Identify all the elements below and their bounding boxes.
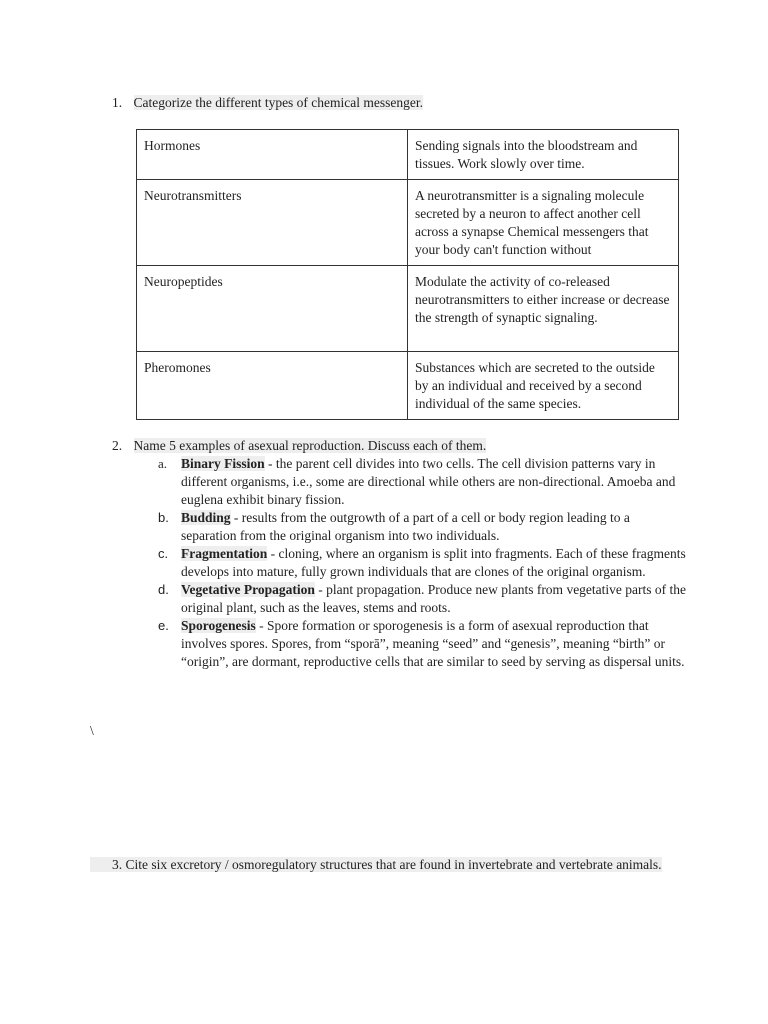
question-1	[112, 94, 423, 112]
table-row	[137, 266, 679, 352]
table-cell-desc: A neurotransmitter is a signaling molecule secreted by a neuron to affect another cell across a synapse Chemical messengers that your body can't function without	[408, 180, 679, 266]
list-item-term: Vegetative Propagation	[181, 582, 315, 597]
list-item	[136, 581, 686, 617]
list-item-term: Budding	[181, 510, 231, 525]
question-2-number: 2.	[112, 438, 123, 453]
question-3-text: 3. Cite six excretory / osmoregulatory structures that are found in invertebrate and vertebrate animals.	[90, 857, 662, 872]
list-item-text: - plant propagation. Produce new plants from vegetative parts of the original plant, such as the leaves, stems and roots.	[181, 582, 687, 615]
table-row	[137, 352, 679, 420]
list-item-marker: c.	[158, 546, 169, 561]
list-item-term: Fragmentation	[181, 546, 268, 561]
question-2	[112, 437, 486, 455]
list-item-term: Binary Fission	[181, 456, 265, 471]
list-item	[136, 509, 686, 545]
question-2-text: Name 5 examples of asexual reproduction. Discuss each of them.	[133, 438, 487, 453]
table-cell-name: Hormones	[137, 130, 408, 180]
table-cell-desc: Substances which are secreted to the outside by an individual and received by a second individual of the same species.	[408, 352, 679, 420]
list-item-marker: a.	[158, 456, 168, 471]
list-item-marker: e.	[158, 618, 169, 633]
table-row	[137, 130, 679, 180]
table-cell-name: Neurotransmitters	[137, 180, 408, 266]
question-1-number: 1.	[112, 95, 123, 110]
list-item-text: - the parent cell divides into two cells. The cell division patterns vary in different organisms, i.e., some are directional while others are non-directional. Amoeba and euglena exhibit binary fission.	[181, 456, 676, 507]
list-item	[136, 455, 686, 509]
list-item-text: - results from the outgrowth of a part of a cell or body region leading to a separation from the original organism into two individuals.	[181, 510, 630, 543]
asexual-reproduction-list	[136, 455, 686, 671]
list-item-text: - Spore formation or sporogenesis is a form of asexual reproduction that involves spores. Spores, from “sporā”, meaning “seed” and “genesis”, meaning “birth” or “origin”, are dormant, reproductive cells that are similar to seed by serving as dispersal units.	[181, 618, 685, 669]
table-row	[137, 180, 679, 266]
table-cell-name: Pheromones	[137, 352, 408, 420]
chemical-messenger-table	[136, 129, 679, 420]
list-item-marker: d.	[158, 582, 169, 597]
question-3	[90, 856, 690, 874]
table-cell-desc: Modulate the activity of co-released neurotransmitters to either increase or decrease the strength of synaptic signaling.	[408, 266, 679, 352]
table-cell-desc: Sending signals into the bloodstream and tissues. Work slowly over time.	[408, 130, 679, 180]
table-cell-name: Neuropeptides	[137, 266, 408, 352]
list-item	[136, 617, 686, 671]
list-item-marker: b.	[158, 510, 169, 525]
list-item-text: - cloning, where an organism is split into fragments. Each of these fragments develops into mature, fully grown individuals that are clones of the original organism.	[181, 546, 686, 579]
stray-character: \	[90, 723, 94, 738]
question-1-text: Categorize the different types of chemical messenger.	[133, 95, 424, 110]
list-item-term: Sporogenesis	[181, 618, 256, 633]
list-item	[136, 545, 686, 581]
